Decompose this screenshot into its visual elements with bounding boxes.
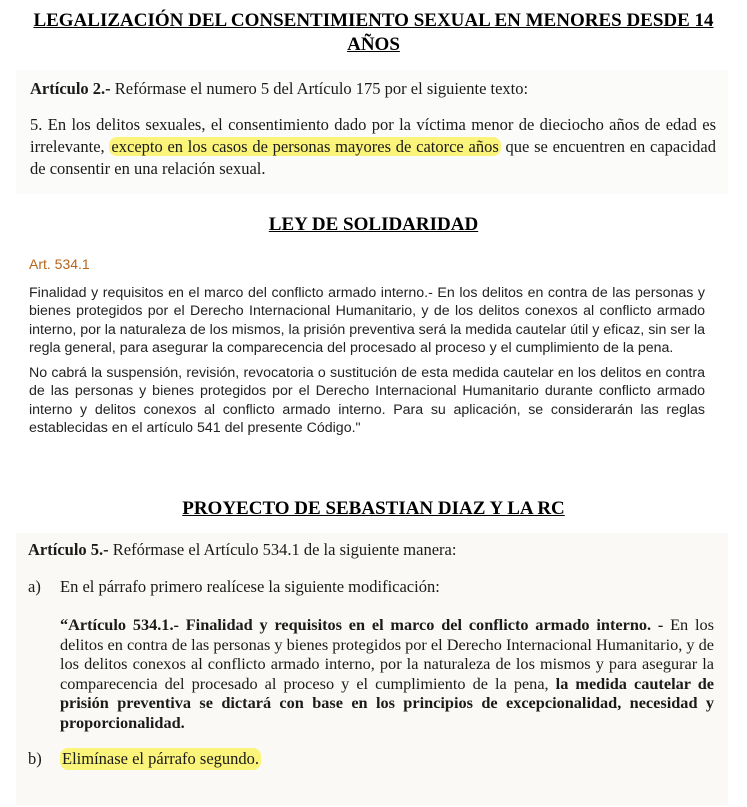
solidaridad-para1: Finalidad y requisitos en el marco del conflicto armado interno.- En los delitos en contra de las personas y bienes protegidos por el Derecho Internacional Humanitario, y de los delitos conexos al conflicto armado interno, por la naturaleza de los mismos, la prisión preventiva será la medida cautelar útil y eficaz, sin ser la regla general, para asegurar la comparecencia del procesado al proceso y el cumplimiento de la pena.: [29, 284, 705, 356]
highlight-consent-age: excepto en los casos de personas mayores de catorce años: [111, 137, 499, 156]
item-b: [28, 748, 714, 770]
article5-label: Artículo 5.-: [28, 540, 109, 559]
section3-scan: [16, 533, 728, 805]
quote-principles: la medida cautelar de prisión preventiva se dictará con base en los principios de excepcionalidad, necesidad y proporcionalidad.: [60, 673, 714, 732]
section2-body: [29, 255, 705, 438]
item-a-text: En el párrafo primero realícese la siguiente modificación:: [60, 577, 440, 596]
item-b-marker: b): [28, 749, 42, 768]
section3-title: PROYECTO DE SEBASTIAN DIAZ Y LA RC: [182, 498, 565, 519]
item-a: [28, 576, 714, 598]
item-a-marker: a): [28, 577, 41, 596]
solidaridad-para2: No cabrá la suspensión, revisión, revocatoria o sustitución de esta medida cautelar en los delitos en contra de las personas y bienes protegidos por el Derecho Internacional Humanitario durante conflicto armado interno y delitos conexos al conflicto armado interno. Para su aplicación, se considerarán las reglas establecidas en el artículo 541 del presente Código.": [29, 364, 705, 436]
quote-heading: “Artículo 534.1.- Finalidad y requisitos en el marco del conflicto armado interno. -: [60, 615, 664, 634]
art-534-1-label: Art. 534.1: [29, 256, 90, 272]
article2-intro: Artículo 2.- Refórmase el numero 5 del Artículo 175 por el siguiente texto:: [30, 79, 529, 98]
article2-paragraph: 5. En los delitos sexuales, el consentimiento dado por la víctima menor de dieciocho años de edad es irrelevante, excepto en los casos de personas mayores de catorce años que se encuentren en capacidad de consentir en una relación sexual.: [30, 115, 716, 178]
section1-scan: [16, 70, 728, 194]
section2-title: LEY DE SOLIDARIDAD: [268, 214, 479, 235]
section1-title: LEGALIZACIÓN DEL CONSENTIMIENTO SEXUAL EN MENORES DESDE 14 AÑOS: [33, 10, 714, 55]
article5-intro: Artículo 5.- Refórmase el Artículo 534.1 de la siguiente manera:: [28, 540, 457, 559]
item-b-text: Elimínase el párrafo segundo.: [62, 749, 260, 768]
article-534-1-quote: “Artículo 534.1.- Finalidad y requisitos en el marco del conflicto armado interno. - En los delitos en contra de las personas y bienes protegidos por el Derecho Internacional Humanitario, y de los delitos conexos al conflicto armado interno, por la naturaleza de los mismos y para asegurar la comparecencia del procesado al proceso y el cumplimiento de la pena, la medida cautelar de prisión preventiva se dictará con base en los principios de excepcionalidad, necesidad y proporcionalidad.: [60, 615, 714, 732]
article2-label: Artículo 2.-: [30, 79, 111, 98]
